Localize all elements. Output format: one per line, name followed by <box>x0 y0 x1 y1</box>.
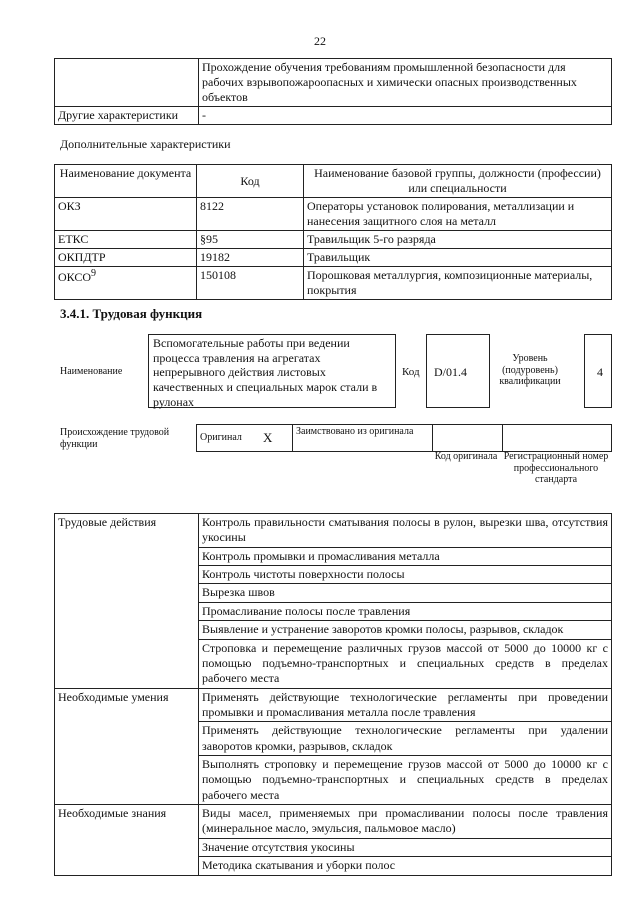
list-item: Применять действующие технологические регламенты при удалении заворотов кромки, разрывов, складок <box>199 722 612 756</box>
table-row <box>55 267 612 300</box>
function-name-box <box>148 334 396 408</box>
original-mark: X <box>260 425 293 452</box>
other-characteristics-value: - <box>199 107 612 125</box>
borrowed-label: Заимствовано из оригинала <box>293 425 433 452</box>
origin-label: Происхождение трудовой функции <box>60 427 170 450</box>
registration-number-cell <box>503 425 612 452</box>
table-row <box>55 249 612 267</box>
doc-name: ОКПДТР <box>55 249 197 267</box>
doc-name <box>55 267 197 300</box>
header-code: Код <box>197 165 304 198</box>
function-code: D/01.4 <box>434 365 467 379</box>
list-item: Методика скатывания и уборки полос <box>199 857 612 875</box>
original-label: Оригинал <box>197 425 261 452</box>
doc-code: §95 <box>197 231 304 249</box>
doc-code: 19182 <box>197 249 304 267</box>
knowledge-label: Необходимые знания <box>55 805 199 875</box>
skills-label: Необходимые умения <box>55 688 199 805</box>
additional-table <box>54 164 612 300</box>
table-row <box>55 107 612 125</box>
additional-heading: Дополнительные характеристики <box>60 137 231 151</box>
header-document: Наименование документа <box>55 165 197 198</box>
list-item: Контроль промывки и промасливания металла <box>199 547 612 565</box>
code-label: Код <box>402 366 420 378</box>
name-label: Наименование <box>60 366 123 377</box>
work-actions-label: Трудовые действия <box>55 514 199 689</box>
doc-name: ЕТКС <box>55 231 197 249</box>
table-row <box>55 805 612 839</box>
list-item: Строповка и перемещение различных грузов массой от 5000 до 10000 кг с помощью подъемно-транспортных и специальных средств в пределах рабочего места <box>199 639 612 688</box>
doc-group: Операторы установок полирования, металлизации и нанесения защитного слоя на металл <box>304 198 612 231</box>
function-code-box <box>426 334 490 408</box>
list-item: Контроль чистоты поверхности полосы <box>199 566 612 584</box>
list-item: Виды масел, применяемых при промасливании полосы после травления (минеральное масло, эмульсия, пальмовое масло) <box>199 805 612 839</box>
level-label: Уровень (подуровень) квалификации <box>499 353 561 387</box>
list-item: Промасливание полосы после травления <box>199 602 612 620</box>
original-code-cell <box>433 425 503 452</box>
other-characteristics-label: Другие характеристики <box>55 107 199 125</box>
table-row <box>55 198 612 231</box>
list-item: Выявление и устранение заворотов кромки полосы, разрывов, складок <box>199 621 612 639</box>
list-item: Выполнять строповку и перемещение грузов массой от 5000 до 10000 кг с помощью подъемно-транспортных и специальных средств в пределах рабочего места <box>199 756 612 805</box>
doc-group: Травильщик 5-го разряда <box>304 231 612 249</box>
list-item: Применять действующие технологические регламенты при проведении промывки и промасливания металла после травления <box>199 688 612 722</box>
list-item: Вырезка швов <box>199 584 612 602</box>
table-row <box>55 514 612 548</box>
level-box <box>584 334 612 408</box>
doc-group: Травильщик <box>304 249 612 267</box>
code-original-caption: Код оригинала <box>434 451 498 462</box>
table-row <box>197 425 612 452</box>
header-group: Наименование базовой группы, должности (профессии) или специальности <box>304 165 612 198</box>
doc-group: Порошковая металлургия, композиционные материалы, покрытия <box>304 267 612 300</box>
origin-table <box>196 424 612 452</box>
table-row <box>55 688 612 722</box>
list-item: Значение отсутствия укосины <box>199 838 612 856</box>
registration-caption: Регистрационный номер профессионального стандарта <box>503 451 609 485</box>
training-requirement: Прохождение обучения требованиям промышленной безопасности для рабочих взрывопожароопасных и химически опасных производственных объектов <box>199 59 612 107</box>
list-item: Контроль правильности сматывания полосы в рулон, вырезки шва, отсутствия укосины <box>199 514 612 548</box>
function-heading: 3.4.1. Трудовая функция <box>60 306 203 321</box>
details-table <box>54 513 612 876</box>
function-name: Вспомогательные работы при ведении процесса травления на агрегатах непрерывного действия листовых качественных и специальных марок стали в рулонах <box>153 336 378 409</box>
top-table <box>54 58 612 125</box>
doc-code: 8122 <box>197 198 304 231</box>
table-header-row <box>55 165 612 198</box>
page-number: 22 <box>314 34 326 48</box>
doc-code: 150108 <box>197 267 304 300</box>
footnote-marker: 9 <box>91 268 97 279</box>
doc-name: ОКЗ <box>55 198 197 231</box>
table-row <box>55 231 612 249</box>
table-row <box>55 59 612 107</box>
level-value: 4 <box>597 365 603 379</box>
okso-label: ОКСО <box>58 270 92 284</box>
